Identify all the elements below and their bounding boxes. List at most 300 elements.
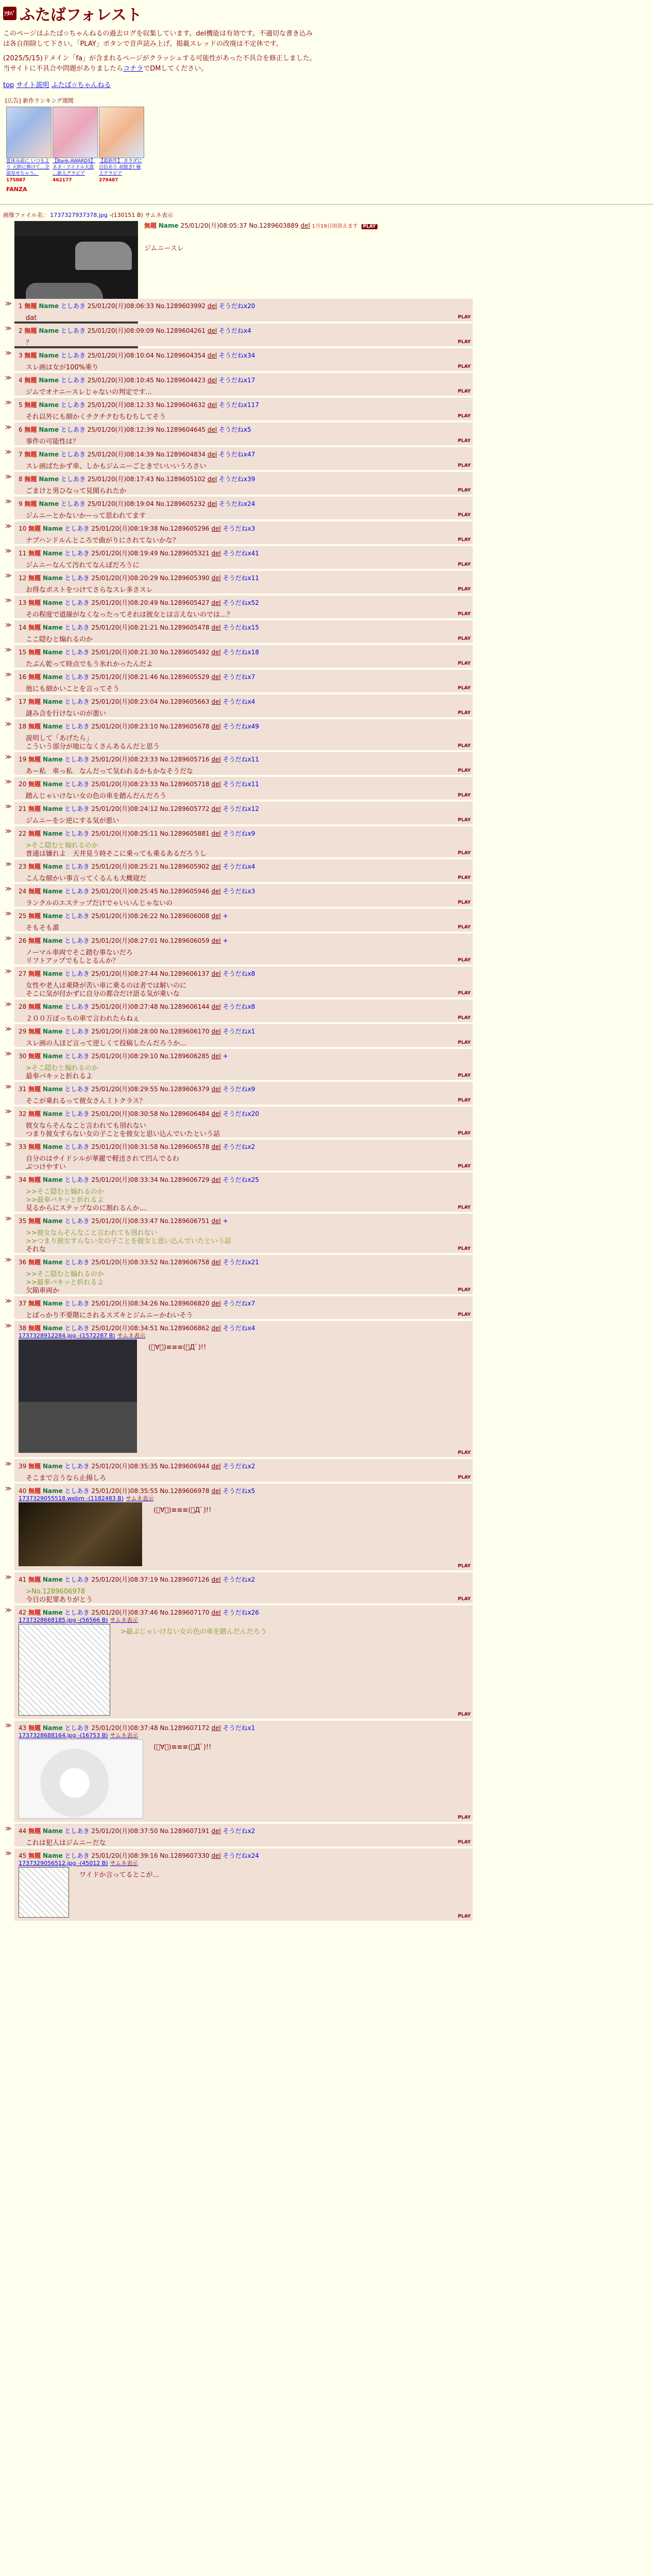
- reply-play-button[interactable]: PLAY: [458, 743, 471, 749]
- reply-play-button[interactable]: PLAY: [458, 661, 471, 666]
- reply-del-link[interactable]: del: [211, 1487, 221, 1495]
- reply-del-link[interactable]: del: [207, 500, 217, 507]
- reply-user[interactable]: としあき: [64, 550, 90, 557]
- reply-sodane-button[interactable]: そうだねx1: [222, 1724, 255, 1732]
- reply-play-button[interactable]: PLAY: [458, 768, 471, 773]
- reply-number[interactable]: No.1289605529: [160, 673, 210, 681]
- reply-sodane-button[interactable]: そうだねx8: [222, 970, 255, 977]
- reply-sodane-button[interactable]: そうだねx7: [222, 673, 255, 681]
- reply-number[interactable]: No.1289606059: [160, 937, 210, 944]
- reply-del-link[interactable]: del: [211, 1300, 221, 1307]
- nav-link-futaba[interactable]: ふたば☆ちゃんねる: [51, 81, 111, 89]
- reply-del-link[interactable]: del: [211, 525, 221, 532]
- reply-del-link[interactable]: del: [211, 863, 221, 870]
- reply-user[interactable]: としあき: [60, 302, 85, 310]
- reply-user[interactable]: としあき: [60, 426, 85, 433]
- reply-sodane-button[interactable]: そうだねx11: [222, 574, 260, 582]
- reply-post: [14, 1173, 473, 1212]
- reply-file-link[interactable]: 1737329055518.webm -(1182483 B) サムネ表示: [19, 1495, 154, 1502]
- reply-del-link[interactable]: del: [211, 624, 221, 631]
- reply-del-link[interactable]: del: [211, 1724, 221, 1732]
- reply-sodane-button[interactable]: そうだねx1: [222, 1028, 255, 1035]
- reply-date: 25/01/20(月)08:23:04: [91, 698, 158, 705]
- reply-marker: ≫: [5, 803, 12, 810]
- reply-play-button[interactable]: PLAY: [458, 364, 471, 369]
- reply-play-button[interactable]: PLAY: [458, 438, 471, 444]
- reply-play-button[interactable]: PLAY: [458, 710, 471, 716]
- op-file-link[interactable]: 1737327937378.jpg: [50, 212, 108, 218]
- reply-number[interactable]: No.1289607126: [160, 1576, 210, 1583]
- reply-number[interactable]: No.1289607170: [160, 1609, 210, 1616]
- reply-user[interactable]: としあき: [64, 599, 90, 606]
- reply-number[interactable]: No.1289605902: [160, 863, 210, 870]
- reply-play-button[interactable]: PLAY: [458, 1564, 471, 1569]
- reply-sodane-button[interactable]: そうだねx17: [219, 377, 255, 384]
- reply-file-link[interactable]: 1737328912284.jpg -(1572287 B) サムネ表示: [19, 1332, 146, 1339]
- reply-date: 25/01/20(月)08:25:45: [91, 888, 158, 895]
- reply-play-button[interactable]: PLAY: [458, 900, 471, 905]
- reply-sodane-button[interactable]: +: [222, 937, 228, 944]
- reply-body: [26, 611, 233, 619]
- reply-number[interactable]: No.1289606484: [160, 1110, 210, 1117]
- reply-number[interactable]: No.1289605296: [160, 525, 210, 532]
- reply-marker: ≫: [5, 423, 12, 431]
- reply-sodane-button[interactable]: そうだねx5: [219, 426, 251, 433]
- reply-user[interactable]: としあき: [64, 1110, 90, 1117]
- reply-sodane-button[interactable]: そうだねx34: [219, 352, 255, 359]
- reply-image[interactable]: [19, 1502, 142, 1566]
- reply-post: [14, 1824, 473, 1846]
- reply-del-link[interactable]: del: [211, 830, 221, 837]
- reply-post: [14, 422, 473, 445]
- reply-header: [19, 911, 228, 920]
- reply-play-button[interactable]: PLAY: [458, 636, 471, 641]
- nav-link-top[interactable]: top: [3, 81, 14, 89]
- reply-del-link[interactable]: del: [211, 1576, 221, 1583]
- reply-del-link[interactable]: del: [211, 599, 221, 606]
- reply-date: 25/01/20(月)08:37:46: [91, 1609, 158, 1616]
- reply-user[interactable]: としあき: [60, 476, 85, 483]
- reply-del-link[interactable]: del: [207, 476, 217, 483]
- reply-play-button[interactable]: PLAY: [458, 1597, 471, 1602]
- reply-sodane-button[interactable]: そうだねx9: [222, 1086, 255, 1093]
- reply-number[interactable]: No.1289607330: [160, 1852, 210, 1859]
- reply-user[interactable]: としあき: [64, 888, 90, 895]
- reply-play-button[interactable]: PLAY: [458, 686, 471, 691]
- reply-del-link[interactable]: del: [211, 805, 221, 812]
- reply-line: こんな細かい事言ってくるんも大概寝だ: [26, 875, 147, 883]
- reply-del-link[interactable]: del: [211, 550, 221, 557]
- reply-play-button[interactable]: PLAY: [458, 1914, 471, 1919]
- reply-post: [14, 1605, 473, 1719]
- reply-index: 20: [19, 781, 27, 788]
- ad-item[interactable]: [99, 107, 143, 183]
- reply-user[interactable]: としあき: [64, 863, 90, 870]
- reply-number[interactable]: No.1289606729: [160, 1176, 210, 1183]
- reply-body: [26, 1155, 179, 1172]
- reply-sodane-button[interactable]: そうだねx18: [222, 649, 260, 656]
- reply-number[interactable]: No.1289605946: [160, 888, 210, 895]
- reply-image[interactable]: [19, 1867, 69, 1918]
- reply-del-link[interactable]: del: [207, 377, 217, 384]
- reply-user[interactable]: としあき: [64, 649, 90, 656]
- reply-play-button[interactable]: PLAY: [458, 463, 471, 468]
- reply-date: 25/01/20(月)08:37:19: [91, 1576, 158, 1583]
- reply-number[interactable]: No.1289604645: [156, 426, 206, 433]
- reply-sodane-button[interactable]: そうだねx4: [222, 698, 255, 705]
- reply-user[interactable]: としあき: [64, 1463, 90, 1470]
- ad-item[interactable]: [6, 107, 50, 183]
- reply-number[interactable]: No.1289607191: [160, 1827, 210, 1835]
- reply-play-button[interactable]: PLAY: [458, 612, 471, 617]
- reply-title: 無題: [28, 1143, 41, 1150]
- reply-number[interactable]: No.1289606379: [160, 1086, 210, 1093]
- reply-sodane-button[interactable]: そうだねx26: [222, 1609, 260, 1616]
- reply-del-link[interactable]: del: [207, 327, 217, 334]
- reply-title: 無題: [28, 649, 41, 656]
- ad-image[interactable]: [99, 107, 144, 158]
- reply-number[interactable]: No.1289606170: [160, 1028, 210, 1035]
- reply-number[interactable]: No.1289606144: [160, 1003, 210, 1010]
- reply-sodane-button[interactable]: そうだねx49: [222, 723, 260, 730]
- reply-del-link[interactable]: del: [211, 781, 221, 788]
- reply-del-link[interactable]: del: [211, 673, 221, 681]
- ad-text[interactable]: 【最新作】 カラダに自信あり 初脱ぎ! 極上グラビア: [99, 159, 142, 176]
- reply-number[interactable]: No.1289605102: [156, 476, 206, 483]
- reply-user[interactable]: としあき: [60, 451, 85, 458]
- reply-sodane-button[interactable]: そうだねx20: [219, 302, 255, 310]
- reply-user[interactable]: としあき: [64, 912, 90, 920]
- reply-sodane-button[interactable]: そうだねx5: [222, 1487, 255, 1495]
- reply-number[interactable]: No.1289604423: [156, 377, 206, 384]
- reply-sodane-button[interactable]: そうだねx2: [222, 1576, 255, 1583]
- reply-play-button[interactable]: PLAY: [458, 537, 471, 543]
- reply-play-button[interactable]: PLAY: [458, 315, 471, 320]
- reply-play-button[interactable]: PLAY: [458, 1840, 471, 1845]
- reply-sodane-button[interactable]: そうだねx20: [222, 1110, 260, 1117]
- reply-user[interactable]: としあき: [64, 970, 90, 977]
- op-play-button[interactable]: PLAY: [362, 224, 377, 229]
- saiko-label[interactable]: サムネ表示: [110, 1860, 139, 1867]
- fanza-logo[interactable]: FANZA: [6, 186, 27, 193]
- reply-number[interactable]: No.1289606820: [160, 1300, 210, 1307]
- reply-user[interactable]: としあき: [64, 830, 90, 837]
- reply-user[interactable]: としあき: [64, 1176, 90, 1183]
- reply-number[interactable]: No.1289605232: [156, 500, 206, 507]
- reply-image[interactable]: [19, 1624, 110, 1716]
- reply-user[interactable]: としあき: [60, 377, 85, 384]
- reply-post: [14, 967, 473, 997]
- reply-sodane-button[interactable]: そうだねx24: [222, 1852, 260, 1859]
- reply-number[interactable]: No.1289605321: [160, 550, 210, 557]
- reply-play-button[interactable]: PLAY: [458, 1098, 471, 1103]
- reply-user[interactable]: としあき: [64, 1028, 90, 1035]
- reply-number[interactable]: No.1289606008: [160, 912, 210, 920]
- site-logo[interactable]: ﾌﾀﾊﾞ: [3, 7, 16, 20]
- reply-play-button[interactable]: PLAY: [458, 1287, 471, 1293]
- reply-number[interactable]: No.1289604354: [156, 352, 206, 359]
- reply-user[interactable]: としあき: [64, 1053, 90, 1060]
- reply-sodane-button[interactable]: そうだねx2: [222, 1143, 255, 1150]
- reply-del-link[interactable]: del: [211, 1609, 221, 1616]
- reply-play-button[interactable]: PLAY: [458, 1040, 471, 1045]
- reply-index: 37: [19, 1300, 27, 1307]
- op-del-link[interactable]: del: [300, 222, 310, 229]
- reply-del-link[interactable]: del: [211, 649, 221, 656]
- reply-post: [14, 546, 473, 569]
- reply-play-button[interactable]: PLAY: [458, 1073, 471, 1078]
- reply-play-button[interactable]: PLAY: [458, 414, 471, 419]
- contact-link[interactable]: コチラ: [123, 65, 144, 73]
- ad-image[interactable]: [6, 107, 51, 158]
- reply-date: 25/01/20(月)08:34:51: [91, 1325, 158, 1332]
- reply-post: [14, 719, 473, 750]
- reply-sodane-button[interactable]: そうだねx4: [222, 1325, 255, 1332]
- reply-play-button[interactable]: PLAY: [458, 818, 471, 823]
- reply-number[interactable]: No.1289605478: [160, 624, 210, 631]
- ad-text[interactable]: 【Bank-AWARDS】 ネオ・アイドル大賞 …新人グラビア: [53, 159, 95, 176]
- reply-play-button[interactable]: PLAY: [458, 793, 471, 798]
- reply-sodane-button[interactable]: そうだねx11: [222, 781, 260, 788]
- reply-post: [14, 472, 473, 495]
- reply-del-link[interactable]: del: [211, 1053, 221, 1060]
- reply-del-link[interactable]: del: [211, 888, 221, 895]
- reply-del-link[interactable]: del: [211, 574, 221, 582]
- reply-play-button[interactable]: PLAY: [458, 1246, 471, 1251]
- reply-user[interactable]: としあき: [64, 1300, 90, 1307]
- reply-user[interactable]: としあき: [64, 1003, 90, 1010]
- reply-play-button[interactable]: PLAY: [458, 389, 471, 394]
- reply-sodane-button[interactable]: そうだねx3: [222, 888, 255, 895]
- saiko-label[interactable]: サムネ表示: [110, 1732, 139, 1739]
- reply-sodane-button[interactable]: そうだねx7: [222, 1300, 255, 1307]
- reply-del-link[interactable]: del: [211, 756, 221, 763]
- saiko-label[interactable]: サムネ表示: [110, 1617, 139, 1623]
- reply-del-link[interactable]: del: [211, 1259, 221, 1266]
- reply-user[interactable]: としあき: [64, 698, 90, 705]
- reply-play-button[interactable]: PLAY: [458, 1450, 471, 1455]
- reply-sodane-button[interactable]: そうだねx52: [222, 599, 260, 606]
- reply-play-button[interactable]: PLAY: [458, 991, 471, 996]
- reply-del-link[interactable]: del: [207, 401, 217, 409]
- reply-del-link[interactable]: del: [211, 1852, 221, 1859]
- reply-sodane-button[interactable]: そうだねx2: [222, 1827, 255, 1835]
- reply-number[interactable]: No.1289605390: [160, 574, 210, 582]
- reply-number[interactable]: No.1289605718: [160, 781, 210, 788]
- reply-name: Name: [42, 1724, 63, 1732]
- reply-title: 無題: [28, 1086, 41, 1093]
- reply-user[interactable]: としあき: [64, 1217, 90, 1225]
- reply-sodane-button[interactable]: そうだねx4: [219, 327, 251, 334]
- reply-image[interactable]: [19, 1340, 137, 1453]
- reply-user[interactable]: としあき: [64, 937, 90, 944]
- reply-del-link[interactable]: del: [211, 937, 221, 944]
- reply-del-link[interactable]: del: [211, 912, 221, 920]
- reply-number[interactable]: No.1289604632: [156, 401, 206, 409]
- reply-del-link[interactable]: del: [211, 1143, 221, 1150]
- reply-del-link[interactable]: del: [211, 723, 221, 730]
- ad-item[interactable]: [53, 107, 97, 183]
- reply-header: [19, 1142, 255, 1151]
- reply-file-link[interactable]: 1737328668185.jpg -(56566 B) サムネ表示: [19, 1617, 139, 1623]
- reply-user[interactable]: としあき: [60, 352, 85, 359]
- reply-sodane-button[interactable]: +: [222, 912, 228, 920]
- reply-user[interactable]: としあき: [60, 401, 85, 409]
- reply-del-link[interactable]: del: [211, 1827, 221, 1835]
- reply-del-link[interactable]: del: [211, 1003, 221, 1010]
- reply-header: [19, 862, 255, 871]
- reply-sodane-button[interactable]: そうだねx21: [222, 1259, 260, 1266]
- reply-user[interactable]: としあき: [64, 805, 90, 812]
- reply-user[interactable]: としあき: [64, 574, 90, 582]
- reply-number[interactable]: No.1289605772: [160, 805, 210, 812]
- reply-user[interactable]: としあき: [64, 1259, 90, 1266]
- reply-number[interactable]: No.1289604834: [156, 451, 206, 458]
- reply-sodane-button[interactable]: そうだねx41: [222, 550, 260, 557]
- reply-play-button[interactable]: PLAY: [458, 875, 471, 880]
- reply-sodane-button[interactable]: そうだねx3: [222, 525, 255, 532]
- reply-del-link[interactable]: del: [211, 1028, 221, 1035]
- reply-number[interactable]: No.1289606137: [160, 970, 210, 977]
- reply-number[interactable]: No.1289607172: [160, 1724, 210, 1732]
- reply-number[interactable]: No.1289604261: [156, 327, 206, 334]
- reply-del-link[interactable]: del: [211, 970, 221, 977]
- reply-user[interactable]: としあき: [60, 500, 85, 507]
- nav-link-about[interactable]: サイト説明: [16, 81, 49, 89]
- reply-file-link[interactable]: 1737328688164.jpg -(16753 B) サムネ表示: [19, 1732, 139, 1739]
- reply-number[interactable]: No.1289605492: [160, 649, 210, 656]
- reply-del-link[interactable]: del: [207, 451, 217, 458]
- reply-del-link[interactable]: del: [207, 352, 217, 359]
- reply-sodane-button[interactable]: +: [222, 1053, 228, 1060]
- reply-body: [26, 710, 106, 718]
- reply-title: 無題: [28, 805, 41, 812]
- reply-user[interactable]: としあき: [64, 1609, 90, 1616]
- saiko-label[interactable]: サムネ表示: [117, 1332, 146, 1339]
- op-date: 25/01/20(月)08:05:37: [180, 222, 247, 229]
- reply-play-button[interactable]: PLAY: [458, 1312, 471, 1317]
- reply-user[interactable]: としあき: [64, 1487, 90, 1495]
- reply-play-button[interactable]: PLAY: [458, 340, 471, 345]
- reply-number[interactable]: No.1289603992: [156, 302, 206, 310]
- reply-del-link[interactable]: del: [211, 1463, 221, 1470]
- reply-play-button[interactable]: PLAY: [458, 1164, 471, 1169]
- reply-play-button[interactable]: PLAY: [458, 1475, 471, 1480]
- reply-number[interactable]: No.1289606285: [160, 1053, 210, 1060]
- reply-play-button[interactable]: PLAY: [458, 1815, 471, 1820]
- reply-user[interactable]: としあき: [64, 1143, 90, 1150]
- reply-sodane-button[interactable]: そうだねx39: [219, 476, 255, 483]
- reply-user[interactable]: としあき: [64, 1724, 90, 1732]
- reply-name: Name: [39, 327, 59, 334]
- reply-number[interactable]: No.1289606751: [160, 1217, 210, 1225]
- saiko-label[interactable]: サムネ表示: [145, 212, 173, 218]
- reply-del-link[interactable]: del: [211, 1176, 221, 1183]
- reply-del-link[interactable]: del: [211, 698, 221, 705]
- reply-body: [26, 924, 59, 933]
- reply-number[interactable]: No.1289605716: [160, 756, 210, 763]
- reply-del-link[interactable]: del: [207, 302, 217, 310]
- reply-user[interactable]: としあき: [64, 525, 90, 532]
- reply-number[interactable]: No.1289606758: [160, 1259, 210, 1266]
- reply-user[interactable]: としあき: [64, 723, 90, 730]
- reply-number[interactable]: No.1289605663: [160, 698, 210, 705]
- reply-user[interactable]: としあき: [64, 781, 90, 788]
- reply-number[interactable]: No.1289605881: [160, 830, 210, 837]
- reply-sodane-button[interactable]: そうだねx9: [222, 830, 255, 837]
- reply-sodane-button[interactable]: そうだねx2: [222, 1463, 255, 1470]
- reply-del-link[interactable]: del: [211, 1110, 221, 1117]
- reply-line: dat: [26, 314, 37, 322]
- reply-play-button[interactable]: PLAY: [458, 1712, 471, 1717]
- ad-text[interactable]: 夏休み前に いつもより 大胆に弾けて…全部見せちゃう。: [6, 159, 49, 176]
- reply-user[interactable]: としあき: [64, 1852, 90, 1859]
- reply-user[interactable]: としあき: [64, 624, 90, 631]
- reply-sodane-button[interactable]: そうだねx15: [222, 624, 260, 631]
- reply-play-button[interactable]: PLAY: [458, 562, 471, 567]
- reply-user[interactable]: としあき: [60, 327, 85, 334]
- reply-play-button[interactable]: PLAY: [458, 851, 471, 856]
- reply-user[interactable]: としあき: [64, 1827, 90, 1835]
- reply-number[interactable]: No.1289605427: [160, 599, 210, 606]
- saiko-label[interactable]: サムネ表示: [126, 1495, 154, 1502]
- reply-title: 無題: [28, 723, 41, 730]
- reply-marker: ≫: [5, 621, 12, 629]
- ad-image[interactable]: [53, 107, 98, 158]
- reply-image[interactable]: [19, 1739, 143, 1819]
- reply-sodane-button[interactable]: そうだねx25: [222, 1176, 260, 1183]
- reply-post: [14, 826, 473, 857]
- reply-number[interactable]: No.1289606862: [160, 1325, 210, 1332]
- reply-del-link[interactable]: del: [207, 426, 217, 433]
- reply-number[interactable]: No.1289606978: [160, 1487, 210, 1495]
- reply-play-button[interactable]: PLAY: [458, 513, 471, 518]
- reply-del-link[interactable]: del: [211, 1086, 221, 1093]
- reply-sodane-button[interactable]: そうだねx4: [222, 863, 255, 870]
- reply-sodane-button[interactable]: +: [222, 1217, 228, 1225]
- reply-user[interactable]: としあき: [64, 1576, 90, 1583]
- reply-file-link[interactable]: 1737329056512.jpg -(45012 B) サムネ表示: [19, 1860, 139, 1867]
- reply-play-button[interactable]: PLAY: [458, 958, 471, 963]
- reply-number[interactable]: No.1289606944: [160, 1463, 210, 1470]
- reply-del-link[interactable]: del: [211, 1217, 221, 1225]
- op-number[interactable]: No.1289603889: [249, 222, 299, 229]
- reply-body: [26, 1040, 186, 1048]
- reply-marker: ≫: [5, 935, 12, 942]
- reply-line: つまり彼女すらない女の子ことを彼女と思い込んでいたという話: [26, 1130, 220, 1138]
- reply-del-link[interactable]: del: [211, 1325, 221, 1332]
- reply-play-button[interactable]: PLAY: [458, 1015, 471, 1021]
- reply-sodane-button[interactable]: そうだねx11: [222, 756, 260, 763]
- reply-number[interactable]: No.1289605678: [160, 723, 210, 730]
- reply-play-button[interactable]: PLAY: [458, 488, 471, 493]
- reply-number[interactable]: No.1289606578: [160, 1143, 210, 1150]
- reply-sodane-button[interactable]: そうだねx12: [222, 805, 260, 812]
- reply-user[interactable]: としあき: [64, 1086, 90, 1093]
- reply-index: 27: [19, 970, 27, 977]
- reply-play-button[interactable]: PLAY: [458, 925, 471, 930]
- reply-user[interactable]: としあき: [64, 756, 90, 763]
- reply-user[interactable]: としあき: [64, 673, 90, 681]
- reply-sodane-button[interactable]: そうだねx8: [222, 1003, 255, 1010]
- reply-play-button[interactable]: PLAY: [458, 587, 471, 592]
- reply-sodane-button[interactable]: そうだねx47: [219, 451, 255, 458]
- reply-sodane-button[interactable]: そうだねx117: [219, 401, 260, 409]
- reply-play-button[interactable]: PLAY: [458, 1131, 471, 1136]
- reply-play-button[interactable]: PLAY: [458, 1205, 471, 1210]
- reply-sodane-button[interactable]: そうだねx24: [219, 500, 255, 507]
- reply-user[interactable]: としあき: [64, 1325, 90, 1332]
